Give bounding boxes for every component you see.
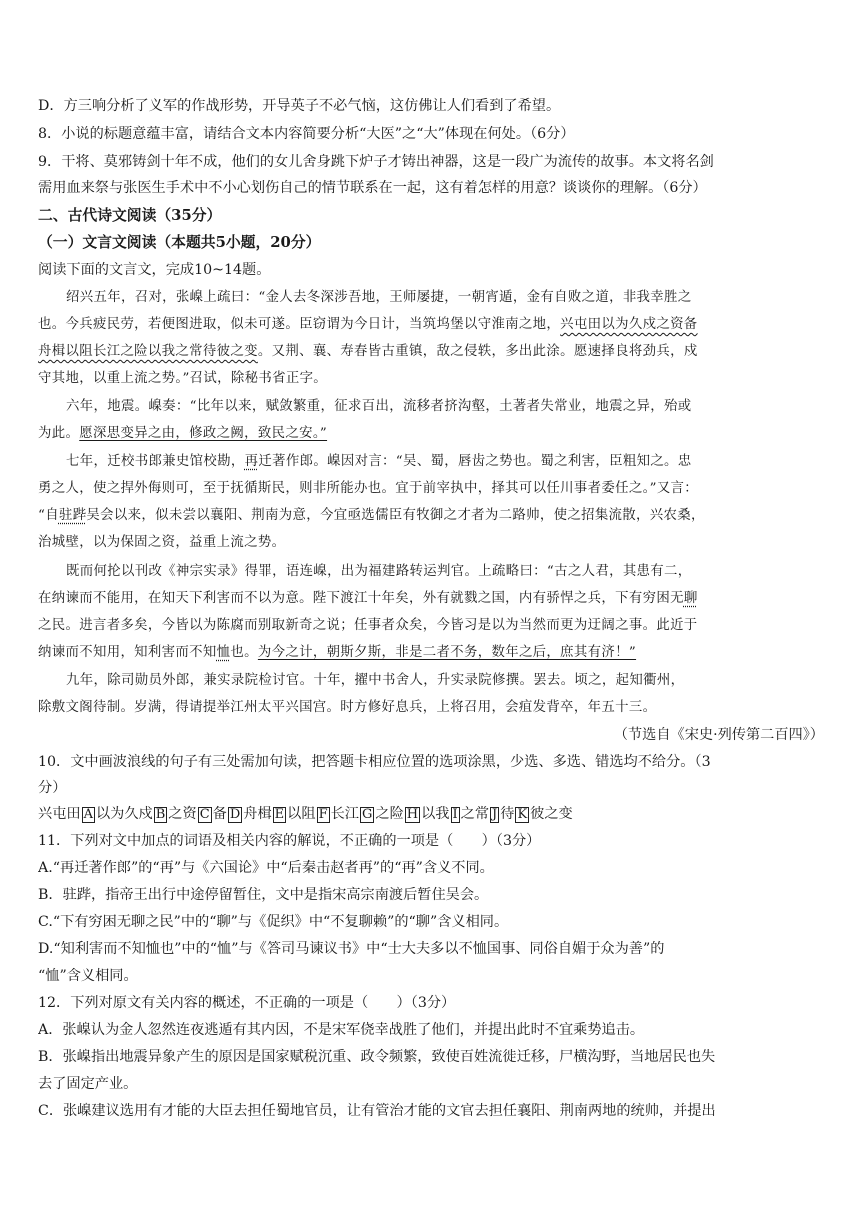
text-line: 吴会以来，似未尝以襄阳、荆南为意，今宜亟选儒臣有牧御之才者为二路帅，使之招集流散，兴农桑，	[86, 508, 705, 523]
q12-option-c	[38, 1099, 824, 1123]
q11-option-c	[38, 910, 824, 934]
option-box-e[interactable]: E	[274, 807, 285, 822]
passage-line	[38, 422, 824, 446]
passage-line	[66, 560, 824, 584]
q11-option-d-line-2	[38, 964, 824, 988]
question-10-line-2	[38, 776, 824, 800]
text-line: 迁著作郎。嵲因对言：“吴、蜀，唇齿之势也。蜀之利害，臣粗知之。忠	[258, 454, 692, 469]
subsection-title: （一）文言文阅读（本题共5小题，20分）	[38, 234, 321, 251]
question-9-line-2	[38, 176, 824, 200]
option-text: 舟楫	[243, 806, 272, 822]
text-line: 纳谏而不知用，知利害而不知	[38, 645, 217, 660]
q7-option-d	[38, 94, 824, 118]
passage-line	[66, 286, 824, 310]
text-line: “恤”含义相同。	[38, 968, 138, 984]
passage-line	[66, 450, 824, 474]
text-line: 六年，地震。嵲奏：“比年以来，赋敛繁重，征求百出，流移者挤沟壑，土著者失常业，地震之异，殆或	[66, 399, 692, 414]
text-line: 为此。	[38, 426, 80, 441]
q12-option-b-line-1	[38, 1045, 824, 1069]
option-box-k[interactable]: K	[517, 807, 528, 822]
passage-line	[38, 696, 824, 720]
q11-option-b	[38, 883, 824, 907]
question-9-line-1	[38, 150, 824, 174]
passage-line	[38, 477, 824, 501]
text-line: D.“知利害而不知恤也”中的“恤”与《答司马谏议书》中“士大夫多以不恤国事、同俗自媚于众为善”的	[38, 941, 665, 957]
text-line: 勇之人，使之捍外侮则可，至于抚循斯民，则非所能办也。宜于前宰执中，择其可以任川事者委任之。”又言：	[38, 481, 699, 496]
option-text: 以为久戍	[95, 806, 153, 822]
option-text: 以我	[421, 806, 450, 822]
question-10-options	[38, 802, 824, 826]
option-box-i[interactable]: I	[452, 807, 458, 822]
option-text: 之险	[375, 806, 404, 822]
text-line: A.“再迁著作郎”的“再”与《六国论》中“后秦击赵者再”的“再”含义不同。	[38, 860, 494, 876]
underlined-sentence: 愿深思变异之由，修政之阙，致民之安。”	[79, 426, 328, 441]
passage-line	[66, 395, 824, 419]
text-line: 守其地，以重上流之势。”召试，除秘书省正字。	[38, 371, 328, 386]
option-box-d[interactable]: D	[229, 807, 241, 822]
dotted-word: 再	[244, 454, 259, 469]
text-line: 之民。进言者多矣，今皆以为陈腐而别取新奇之说；任事者众矣，今皆习是以为当然而更为迂阔之事。此近于	[38, 618, 698, 633]
question-12	[38, 991, 824, 1015]
option-box-f[interactable]: F	[318, 807, 328, 822]
wavy-underlined-sentence: 兴屯田以为久戍之资备	[560, 317, 698, 332]
option-box-h[interactable]: H	[406, 807, 419, 822]
text-line: 9．干将、莫邪铸剑十年不成，他们的女儿舍身跳下炉子才铸出神器，这是一段广为流传的故事。本文将名剑	[38, 154, 714, 170]
subsection-heading	[38, 231, 824, 255]
question-8	[38, 122, 824, 146]
text-line: 需用血来祭与张医生手术中不小心划伤自己的情节联系在一起，这有着怎样的用意？谈谈你的理解。（6分）	[38, 180, 707, 196]
text-line: C.“下有穷困无聊之民”中的“聊”与《促织》中“不复聊赖”的“聊”含义相同。	[38, 914, 509, 930]
text-line: 除敷文阁待制。岁满，得请提举江州太平兴国宫。时方修好息兵，上将召用，会疽发背卒，年五十三。	[38, 700, 657, 715]
option-text: 待	[500, 806, 515, 822]
dotted-word: 驻跸	[58, 508, 87, 523]
text-line: B．驻跸，指帝王出行中途停留暂住，文中是指宋高宗南渡后暂住吴会。	[38, 887, 489, 903]
option-box-j[interactable]: J	[492, 807, 498, 822]
option-box-b[interactable]: B	[155, 807, 166, 822]
underlined-sentence: 为今之计，朝斯夕斯，非是二者不务，数年之后，庶其有济！”	[257, 645, 637, 660]
section-title: 二、古代诗文阅读（35分）	[38, 207, 222, 224]
q12-option-b-line-2	[38, 1072, 824, 1096]
question-10-line-1	[38, 750, 824, 774]
q12-option-a	[38, 1018, 824, 1042]
dotted-word: 聊	[683, 591, 698, 606]
q11-option-d-line-1	[38, 937, 824, 961]
passage-line	[38, 587, 824, 611]
text-line: 绍兴五年，召对，张嵲上疏曰：“金人去冬深涉吾地，王师屡捷，一朝宵遁，金有自败之道，非我幸胜之	[66, 290, 692, 305]
question-11	[38, 829, 824, 853]
text-line: 九年，除司勋员外郎，兼实录院检讨官。十年，擢中书舍人，升实录院修撰。罢去。顷之，起知衢州，	[66, 673, 685, 688]
text-line: 七年，迁校书郎兼史馆校勘，	[66, 454, 245, 469]
option-box-a[interactable]: A	[83, 807, 93, 822]
wavy-underlined-sentence: 舟楫以阻长江之险以我之常待彼之变	[38, 344, 258, 359]
text-line: 也。今兵疲民劳，若便图进取，似未可遂。臣窃谓为今日计，当筑坞堡以守淮南之地，	[38, 317, 561, 332]
passage-line	[66, 669, 824, 693]
option-text: 以阻	[287, 806, 316, 822]
passage-line	[38, 614, 824, 638]
text-line: 11．下列对文中加点的词语及相关内容的解说，不正确的一项是（ ）（3分）	[38, 833, 541, 849]
option-text: 之资	[168, 806, 197, 822]
dotted-word: 恤	[216, 645, 231, 660]
passage-line	[38, 531, 824, 555]
text-line: 治城壁，以为保固之资，益重上流之势。	[38, 535, 286, 550]
option-text: 彼之变	[530, 806, 573, 822]
text-line: 分）	[38, 780, 67, 796]
passage-source	[38, 723, 824, 747]
text-line: D．方三响分析了义军的作战形势，开导英子不必气恼，这仿佛让人们看到了希望。	[38, 98, 561, 114]
option-box-c[interactable]: C	[199, 807, 210, 822]
source-citation: （节选自《宋史·列传第二百四》）	[613, 727, 824, 743]
text-line: A．张嵲认为金人忽然连夜逃遁有其内因，不是宋军侥幸战胜了他们，并提出此时不宜乘势追击。	[38, 1022, 645, 1038]
text-line: 12．下列对原文有关内容的概述，不正确的一项是（ ）（3分）	[38, 995, 456, 1011]
text-line: 在纳谏而不能用，在知天下利害而不以为意。陛下渡江十年矣，外有就戮之国，内有骄悍之兵，下有穷困无	[38, 591, 684, 606]
option-text: 之常	[460, 806, 490, 822]
text-line: 去了固定产业。	[38, 1076, 138, 1092]
text-line: 。又荆、襄、寿春皆古重镇，敌之侵轶，多出此涂。愿速择良将劲兵，戍	[257, 344, 698, 359]
q11-option-a	[38, 856, 824, 880]
option-text: 备	[212, 806, 227, 822]
passage-line	[38, 367, 824, 391]
section-heading	[38, 204, 824, 228]
option-text: 兴屯田	[38, 806, 81, 822]
passage-line	[38, 340, 824, 364]
passage-line	[38, 313, 824, 337]
text-line: 也。	[230, 645, 258, 660]
passage-line	[38, 504, 824, 528]
text-line: 既而何抡以刊改《神宗实录》得罪，语连嵲，出为福建路转运判官。上疏略曰：“古之人君，其患有二，	[66, 564, 692, 579]
text-line: 阅读下面的文言文，完成10~14题。	[38, 262, 271, 278]
option-box-g[interactable]: G	[361, 807, 373, 822]
text-line: 10．文中画波浪线的句子有三处需加句读，把答题卡相应位置的选项涂黑，少选、多选、错选均不给分。（3	[38, 754, 711, 770]
text-line: 8．小说的标题意蕴丰富，请结合文本内容简要分析“大医”之“大”体现在何处。（6分）	[38, 126, 575, 142]
text-line: C．张嵲建议选用有才能的大臣去担任蜀地官员，让有管治才能的文官去担任襄阳、荆南两地的统帅，并提出	[38, 1103, 716, 1119]
option-text: 长江	[330, 806, 359, 822]
text-line: B．张嵲指出地震异象产生的原因是国家赋税沉重、政令频繁，致使百姓流徙迁移，尸横沟野，当地居民也失	[38, 1049, 716, 1065]
reading-instruction	[38, 258, 824, 282]
text-line: “自	[38, 508, 59, 523]
passage-line	[38, 641, 824, 665]
